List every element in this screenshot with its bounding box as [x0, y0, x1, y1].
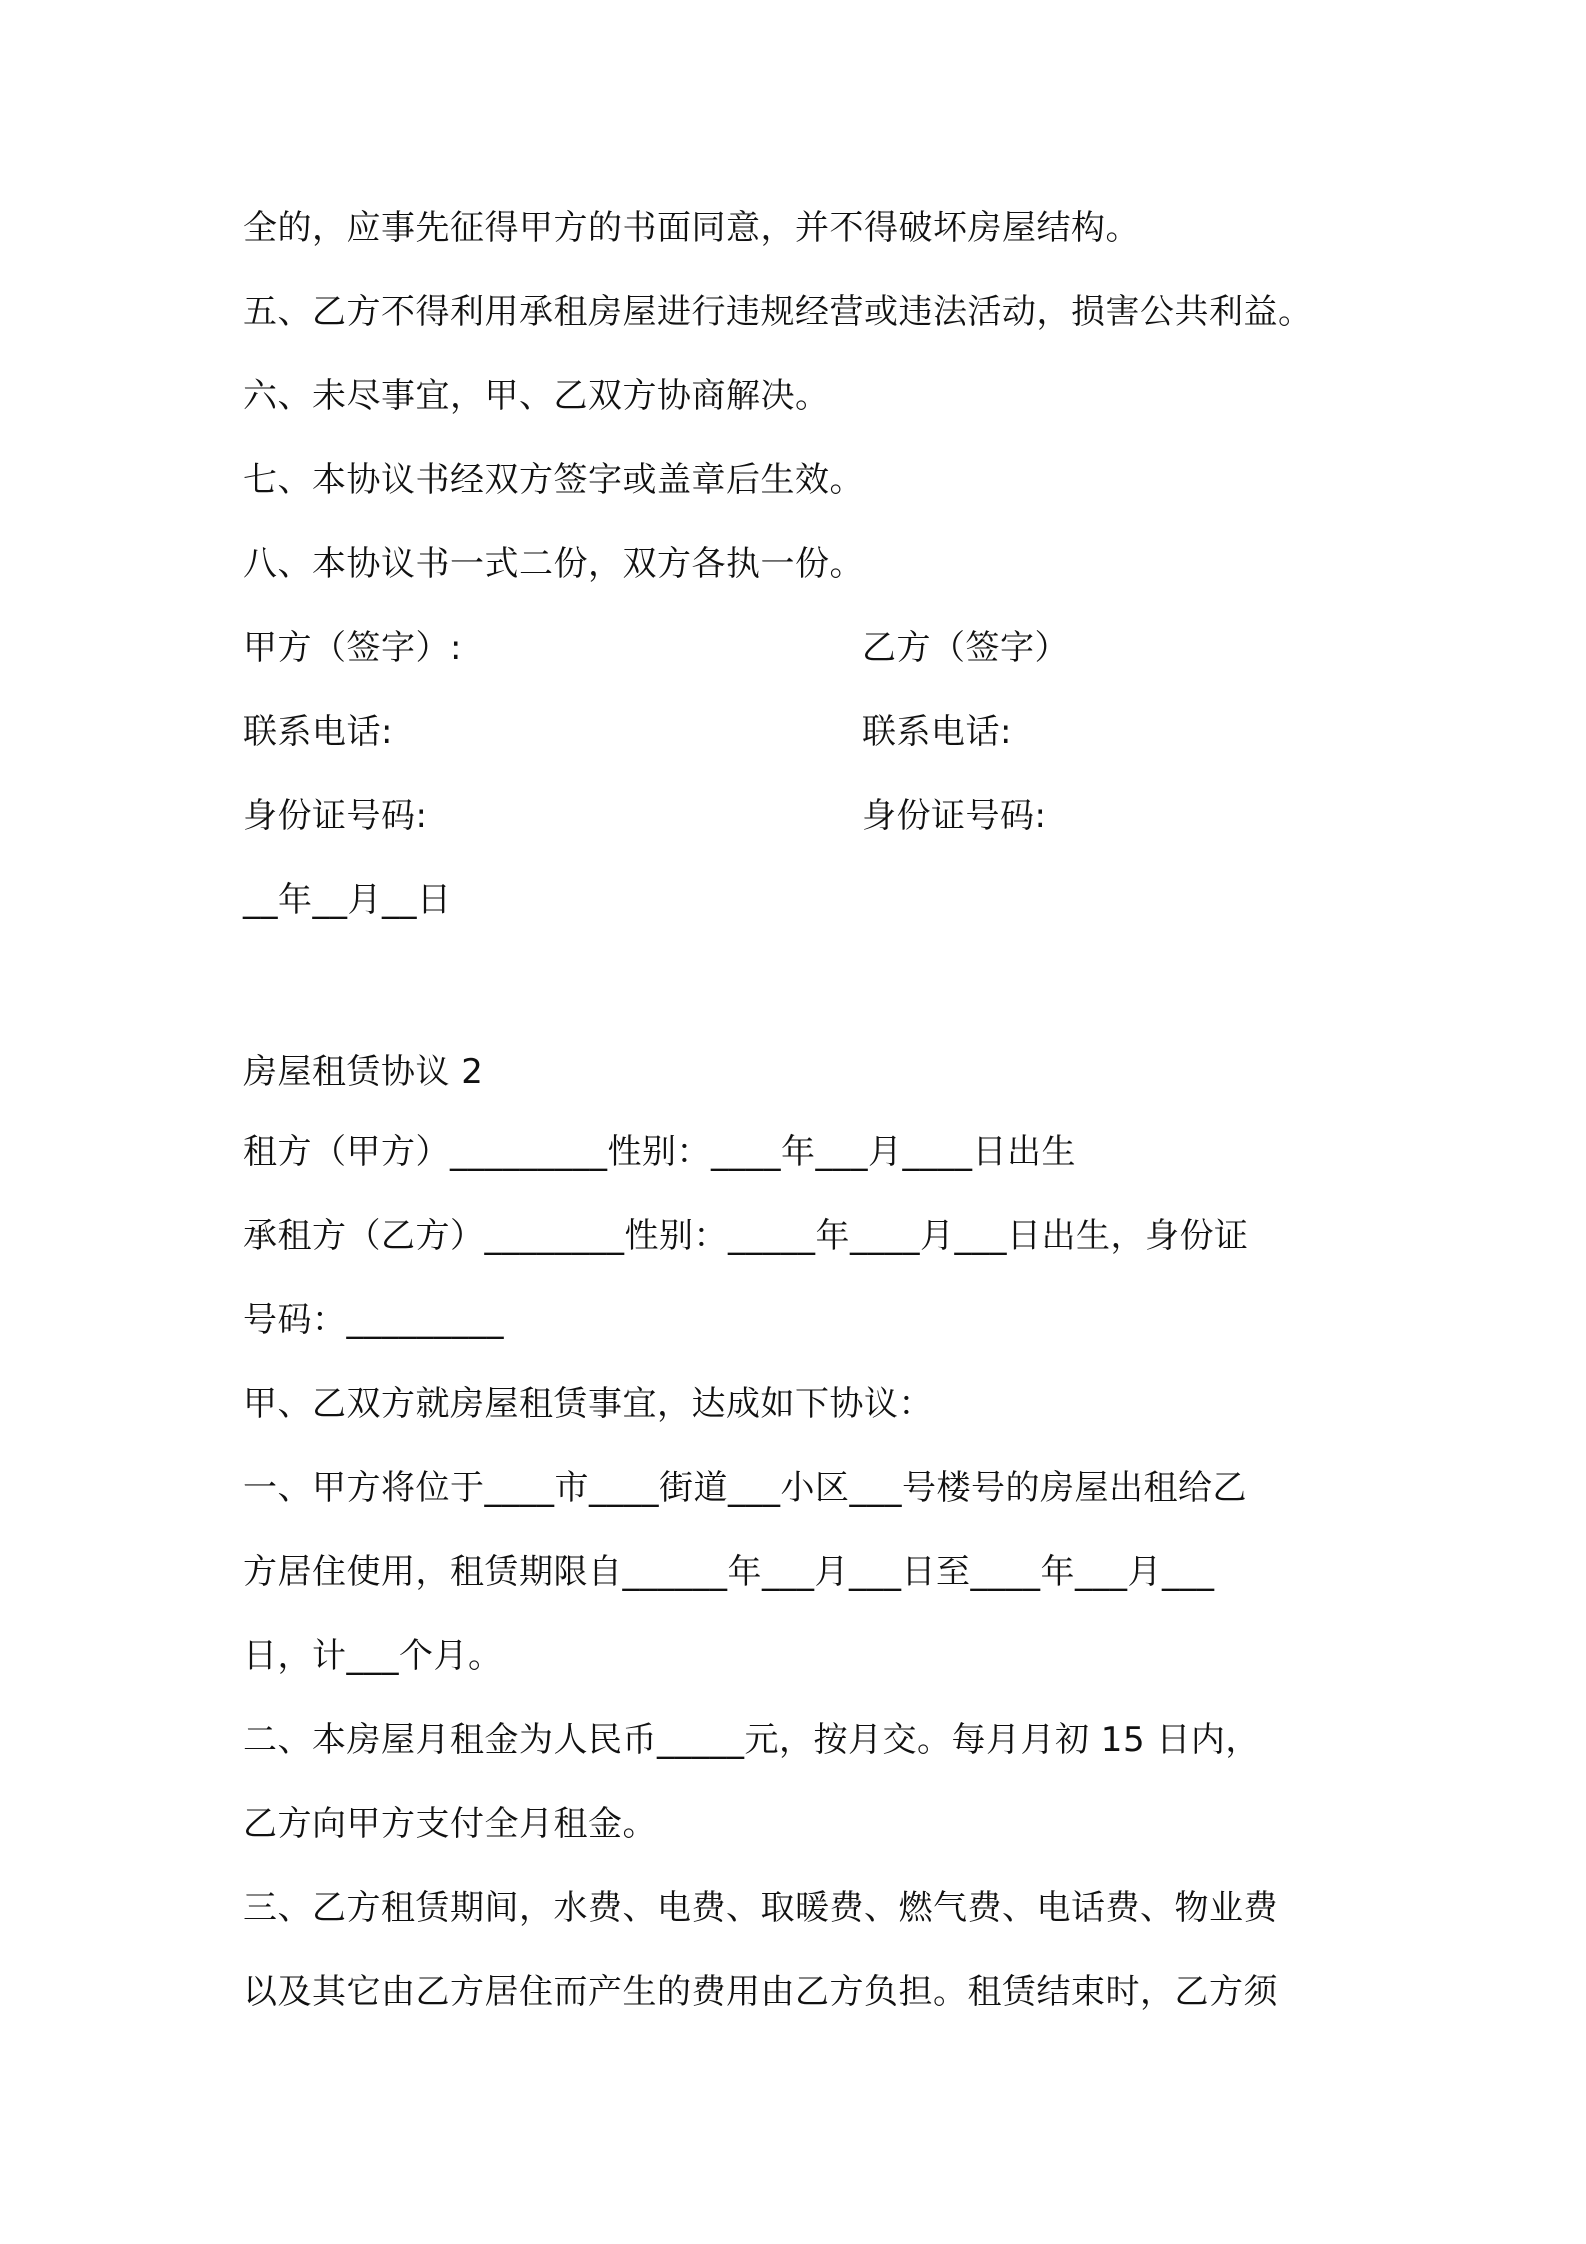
clause-8: 八、本协议书一式二份，双方各执一份。	[243, 544, 864, 584]
agreement-2-clause-3-line-2: 以及其它由乙方居住而产生的费用由乙方负担。租赁结束时，乙方须	[243, 1972, 1278, 2012]
agreement-2-clause-1-line-2: 方居住使用，租赁期限自______年___月___日至____年___月___	[243, 1552, 1215, 1592]
party-b-id-number: 身份证号码:	[862, 796, 1047, 836]
party-a-phone: 联系电话:	[243, 712, 393, 752]
clause-5: 五、乙方不得利用承租房屋进行违规经营或违法活动，损害公共利益。	[243, 292, 1313, 332]
signing-date: __年__月__日	[243, 880, 452, 920]
lessee-info: 承租方（乙方）________性别：_____年____月___日出生，身份证	[243, 1216, 1249, 1256]
clause-7: 七、本协议书经双方签字或盖章后生效。	[243, 460, 864, 500]
agreement-2-title: 房屋租赁协议 2	[243, 1052, 484, 1092]
agreement-2-clause-2-line-2: 乙方向甲方支付全月租金。	[243, 1804, 657, 1844]
party-a-id-number: 身份证号码:	[243, 796, 428, 836]
agreement-2-clause-1-line-1: 一、甲方将位于____市____街道___小区___号楼号的房屋出租给乙	[243, 1468, 1247, 1508]
agreement-2-clause-1-line-3: 日，计___个月。	[243, 1636, 503, 1676]
agreement-2-clause-3-line-1: 三、乙方租赁期间，水费、电费、取暖费、燃气费、电话费、物业费	[243, 1888, 1278, 1928]
party-b-signature: 乙方（签字）	[862, 628, 1069, 668]
party-b-phone: 联系电话:	[862, 712, 1012, 752]
agreement-intro: 甲、乙双方就房屋租赁事宜，达成如下协议：	[243, 1384, 933, 1424]
clause-6: 六、未尽事宜，甲、乙双方协商解决。	[243, 376, 830, 416]
lessor-info: 租方（甲方）_________性别：____年___月____日出生	[243, 1132, 1076, 1172]
lessee-id-number: 号码：_________	[243, 1300, 504, 1340]
agreement-2-clause-2-line-1: 二、本房屋月租金为人民币_____元，按月交。每月月初 15 日内，	[243, 1720, 1260, 1760]
clause-4-continued: 全的，应事先征得甲方的书面同意，并不得破坏房屋结构。	[243, 208, 1140, 248]
party-a-signature: 甲方（签字）:	[243, 628, 462, 668]
